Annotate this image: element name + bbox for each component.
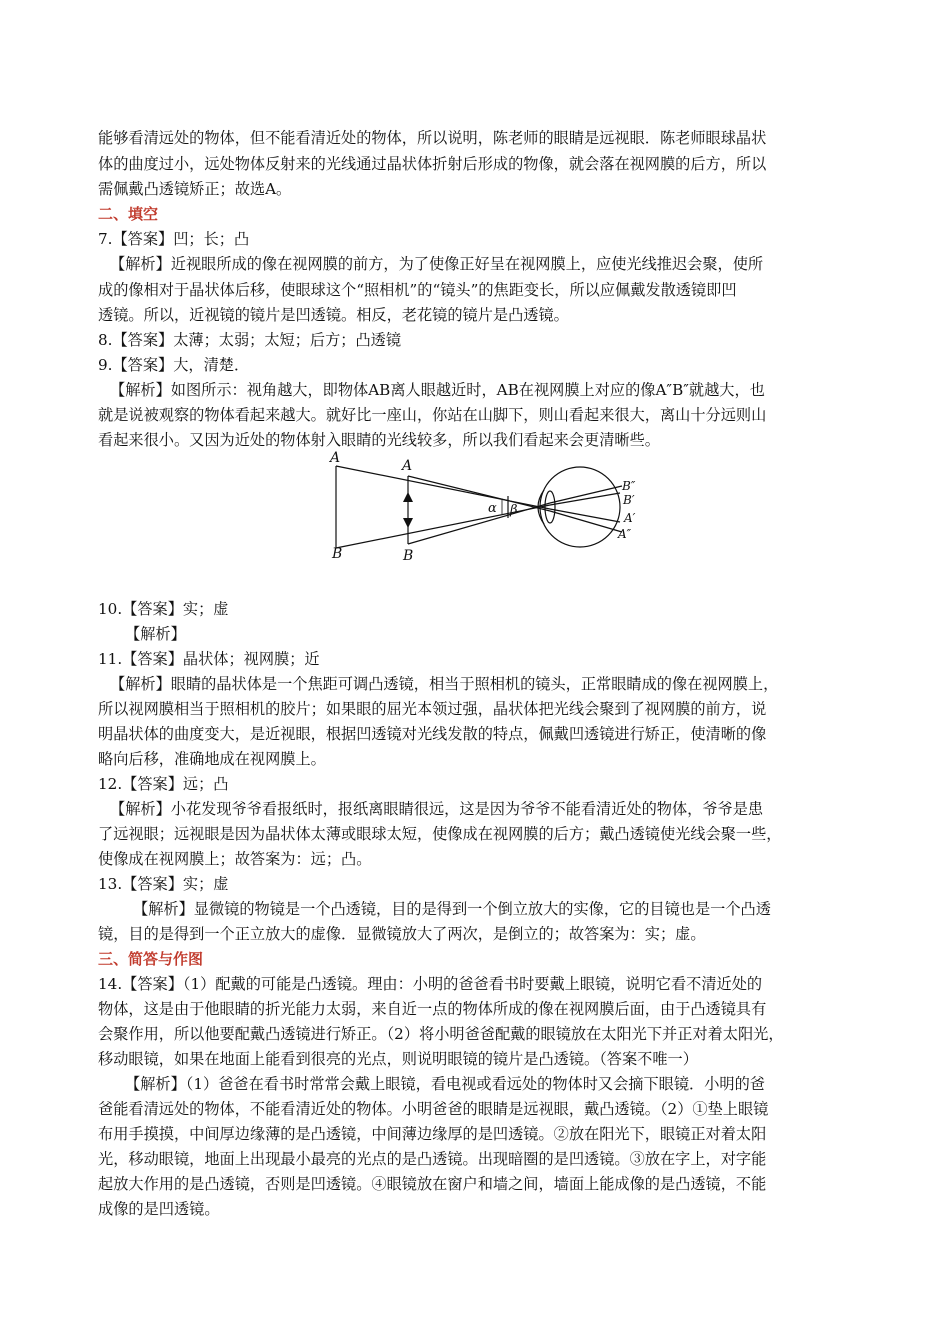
analysis-line: 【解析】（1）爸爸在看书时常常会戴上眼镜，看电视或看远处的物体时又会摘下眼镜．小明的爸: [125, 1075, 765, 1093]
text-line: 所以视网膜相当于照相机的胶片；如果眼的屈光本领过强，晶状体把光线会聚到了视网膜的前方，说: [98, 700, 767, 718]
text-line: 了远视眼；远视眼是因为晶状体太薄或眼球太短，使像成在视网膜的后方；戴凸透镜使光线会聚一些，: [98, 825, 782, 843]
analysis-line: 【解析】小花发现爷爷看报纸时，报纸离眼睛很远，这是因为爷爷不能看清近处的物体，爷爷是患: [110, 800, 764, 818]
label-b-near: B: [403, 548, 414, 564]
text-line: 爸能看清远处的物体，不能看清近处的物体。小明爸爸的眼睛是远视眼，戴凸透镜。（2）①垫上眼镜: [98, 1100, 769, 1118]
analysis-line: 【解析】眼睛的晶状体是一个焦距可调凸透镜，相当于照相机的镜头，正常眼睛成的像在视网膜上，: [110, 675, 779, 693]
answer-line: 14.【答案】（1）配戴的可能是凸透镜。理由：小明的爸爸看书时要戴上眼镜，说明它看不清近处的: [98, 975, 763, 993]
text-line: 略向后移，准确地成在视网膜上。: [98, 750, 326, 768]
answer-line: 10.【答案】实；虚: [98, 600, 229, 618]
section-heading: 二、填空: [98, 205, 159, 223]
answer-line: 9.【答案】大，清楚．: [98, 356, 250, 374]
answer-line: 12.【答案】远；凸: [98, 775, 229, 793]
text-line: 看起来很小。又因为近处的物体射入眼睛的光线较多，所以我们看起来会更清晰些。: [98, 431, 660, 449]
answer-line: 8.【答案】太薄；太弱；太短；后方；凸透镜: [98, 331, 402, 349]
analysis-line: 【解析】显微镜的物镜是一个凸透镜，目的是得到一个倒立放大的实像，它的目镜也是一个凸透: [133, 900, 771, 918]
label-alpha: α: [488, 501, 497, 516]
label-beta: β: [510, 503, 518, 518]
analysis-line: 【解析】: [125, 625, 186, 643]
text-line: 使像成在视网膜上；故答案为：远；凸。: [98, 850, 372, 868]
text-line: 镜，目的是得到一个正立放大的虚像．显微镜放大了两次，是倒立的；故答案为：实；虚。: [98, 925, 706, 943]
text-line: 会聚作用，所以他要配戴凸透镜进行矫正。（2）将小明爸爸配戴的眼镜放在太阳光下并正对着太阳光，: [98, 1025, 784, 1043]
label-a-prime: A′: [624, 511, 636, 525]
answer-line: 13.【答案】实；虚: [98, 875, 229, 893]
analysis-line: 【解析】近视眼所成的像在视网膜的前方，为了使像正好呈在视网膜上，应使光线推迟会聚，使所: [110, 255, 764, 273]
crystalline-lens: [545, 491, 555, 523]
label-b-far: B: [332, 546, 343, 562]
label-a-double-prime: A″: [618, 527, 632, 541]
text-line: 明晶状体的曲度变大，是近视眼，根据凹透镜对光线发散的特点，佩戴凹透镜进行矫正，使清晰的像: [98, 725, 767, 743]
section-heading: 三、简答与作图: [98, 950, 204, 968]
label-a-near: A: [402, 458, 413, 474]
label-b-double-prime: B″: [622, 479, 636, 493]
eyeball: [540, 467, 620, 547]
text-line: 物体，这是由于他眼睛的折光能力太弱，来自近一点的物体所成的像在视网膜后面，由于凸透镜具有: [98, 1000, 767, 1018]
label-a-far: A: [330, 450, 341, 466]
text-line: 起放大作用的是凸透镜，否则是凹透镜。④眼镜放在窗户和墙之间，墙面上能成像的是凸透镜，不能: [98, 1175, 767, 1193]
label-b-prime: B′: [623, 493, 635, 507]
answer-line: 7.【答案】凹；长；凸: [98, 230, 250, 248]
text-line: 需佩戴凸透镜矫正；故选A。: [98, 180, 292, 198]
text-line: 就是说被观察的物体看起来越大。就好比一座山，你站在山脚下，则山看起来很大，离山十分远则山: [98, 406, 767, 424]
text-line: 光，移动眼镜，地面上出现最小最亮的光点的是凸透镜。出现暗圈的是凹透镜。③放在字上，对字能: [98, 1150, 767, 1168]
text-line: 体的曲度过小，远处物体反射来的光线通过晶状体折射后形成的物像，就会落在视网膜的后方，所以: [98, 155, 767, 173]
answer-line: 11.【答案】晶状体；视网膜；近: [98, 650, 320, 668]
text-line: 成像的是凹透镜。: [98, 1200, 220, 1218]
visual-angle-figure: [320, 446, 650, 572]
text-line: 能够看清远处的物体，但不能看清近处的物体，所以说明，陈老师的眼睛是远视眼．陈老师眼球晶状: [98, 129, 767, 147]
text-line: 透镜。所以，近视镜的镜片是凹透镜。相反，老花镜的镜片是凸透镜。: [98, 306, 569, 324]
text-line: 布用手摸摸，中间厚边缘薄的是凸透镜，中间薄边缘厚的是凹透镜。②放在阳光下，眼镜正对着太阳: [98, 1125, 767, 1143]
text-line: 移动眼镜，如果在地面上能看到很亮的光点，则说明眼镜的镜片是凸透镜。（答案不唯一）: [98, 1050, 698, 1068]
text-line: 成的像相对于晶状体后移，使眼球这个“照相机”的“镜头”的焦距变长，所以应佩戴发散透镜即凹: [98, 281, 737, 299]
analysis-line: 【解析】如图所示：视角越大，即物体AB离人眼越近时，AB在视网膜上对应的像A″B″就越大，也: [110, 381, 765, 399]
